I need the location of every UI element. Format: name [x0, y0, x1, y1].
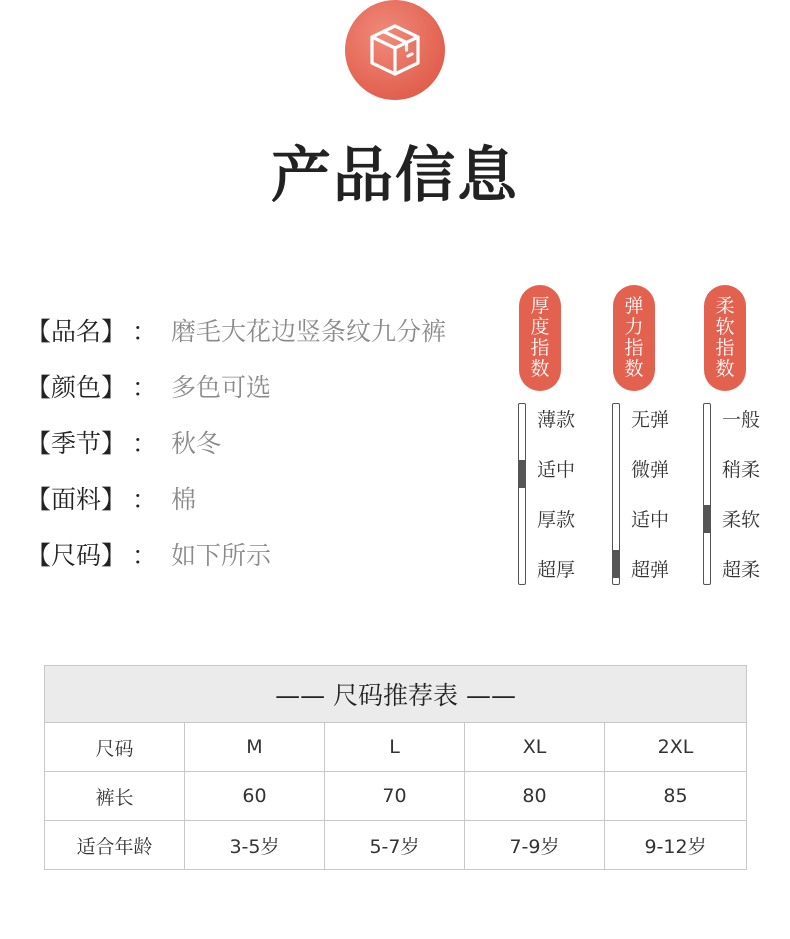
index-level: 超柔 [722, 559, 761, 581]
index-title-char: 软 [715, 316, 735, 338]
info-row-name [26, 302, 446, 358]
index-indicator [613, 550, 619, 578]
info-label: 【季节】 [26, 429, 127, 458]
size-recommendation-table [44, 665, 747, 870]
table-cell: 5-7岁 [325, 821, 465, 870]
info-colon: ： [132, 429, 158, 458]
table-cell: L [325, 723, 465, 772]
index-title-char: 数 [624, 358, 644, 380]
index-level: 超弹 [631, 559, 670, 581]
info-row-fabric [26, 470, 446, 526]
table-cell: 裤长 [45, 772, 185, 821]
info-label: 【品名】 [26, 317, 127, 346]
info-value: 磨毛大花边竖条纹九分裤 [171, 317, 447, 346]
info-label: 【面料】 [26, 485, 127, 514]
product-info-list [26, 302, 446, 582]
table-cell: 2XL [605, 723, 747, 772]
index-title-char: 指 [624, 337, 644, 359]
info-value: 多色可选 [171, 373, 272, 402]
table-row [45, 723, 747, 772]
table-cell: 60 [185, 772, 325, 821]
info-row-size [26, 526, 446, 582]
info-label: 【颜色】 [26, 373, 127, 402]
table-cell: 9-12岁 [605, 821, 747, 870]
index-title-char: 数 [715, 358, 735, 380]
table-title: —— 尺码推荐表 —— [45, 666, 747, 723]
info-value: 秋冬 [171, 429, 222, 458]
info-row-color [26, 358, 446, 414]
page-title: 产品信息 [271, 141, 519, 211]
index-level: 稍柔 [722, 459, 761, 481]
box-icon [364, 19, 426, 81]
info-label: 【尺码】 [26, 541, 127, 570]
table-cell: XL [465, 723, 605, 772]
index-scale-bar [518, 403, 526, 585]
index-indicator [519, 460, 525, 488]
table-row [45, 772, 747, 821]
table-row [45, 821, 747, 870]
table-cell: 80 [465, 772, 605, 821]
index-title-pill [704, 285, 746, 391]
index-title-pill [613, 285, 655, 391]
index-level: 微弹 [631, 459, 670, 481]
index-levels [537, 405, 575, 605]
index-level: 超厚 [537, 559, 576, 581]
index-title-char: 数 [530, 358, 550, 380]
index-scale-bar [703, 403, 711, 585]
index-indicator [704, 505, 710, 533]
index-title-char: 弹 [624, 295, 644, 317]
index-level: 一般 [722, 409, 761, 431]
table-cell: 70 [325, 772, 465, 821]
info-value: 如下所示 [171, 541, 272, 570]
index-title-char: 指 [715, 337, 735, 359]
index-level: 适中 [537, 459, 576, 481]
index-level: 柔软 [722, 509, 761, 531]
index-title-char: 指 [530, 337, 550, 359]
index-title-pill [519, 285, 561, 391]
table-cell: M [185, 723, 325, 772]
index-level: 薄款 [537, 409, 576, 431]
index-level: 适中 [631, 509, 670, 531]
info-colon: ： [132, 373, 158, 402]
index-levels [631, 405, 669, 605]
index-title-char: 柔 [715, 295, 735, 317]
index-level: 厚款 [537, 509, 576, 531]
index-levels [722, 405, 760, 605]
index-level: 无弹 [631, 409, 670, 431]
table-cell: 7-9岁 [465, 821, 605, 870]
index-title-char: 厚 [530, 295, 550, 317]
info-colon: ： [132, 317, 158, 346]
table-cell: 3-5岁 [185, 821, 325, 870]
info-colon: ： [132, 485, 158, 514]
index-title-char: 度 [530, 316, 550, 338]
info-row-season [26, 414, 446, 470]
info-value: 棉 [171, 485, 197, 514]
table-cell: 85 [605, 772, 747, 821]
table-cell: 尺码 [45, 723, 185, 772]
table-cell: 适合年龄 [45, 821, 185, 870]
info-colon: ： [132, 541, 158, 570]
product-info-logo [345, 0, 445, 100]
index-title-char: 力 [624, 316, 644, 338]
index-scale-bar [612, 403, 620, 585]
